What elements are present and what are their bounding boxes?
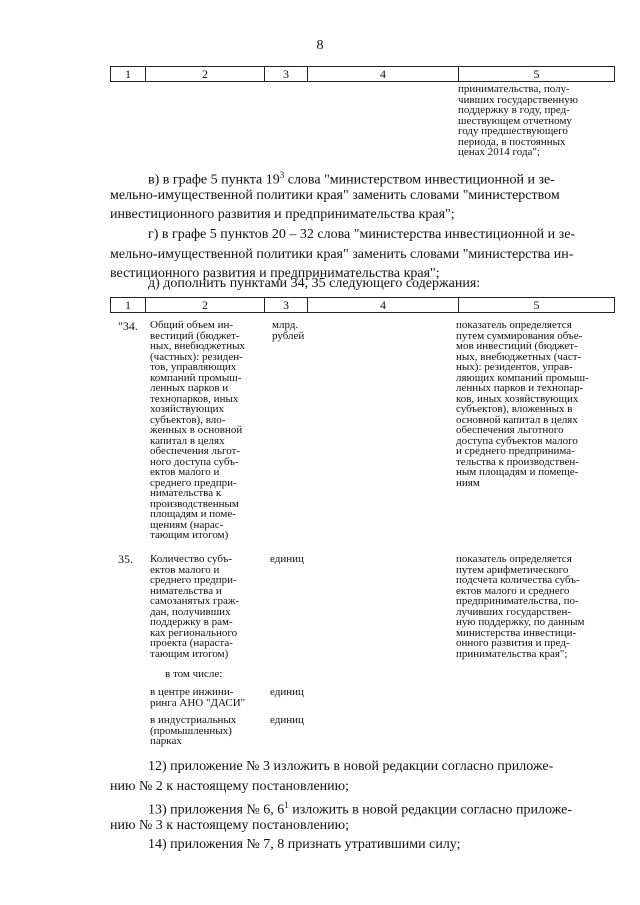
- table-header-top: [110, 66, 615, 82]
- col-header-4: 4: [308, 67, 459, 82]
- col-header-5: 5: [459, 67, 615, 82]
- para-13-line1: 13) приложения № 6, $6^1$ изложить в новой редакции согласно приложе-: [148, 800, 573, 818]
- col-header-3b: 3: [265, 298, 308, 313]
- row34-col3: млрд. рублей: [272, 319, 305, 342]
- para-d: д) дополнить пунктами 34, 35 следующего содержания:: [148, 276, 481, 291]
- row35-col2: Количество субъ- ектов малого и среднего предпри- нимательства и самозанятых граж- дан, получивших поддержку в рам- ках регионального проекта (нараста- тающим итогом): [150, 553, 240, 660]
- col-header-2b: 2: [146, 298, 265, 313]
- para-g-line3: вестиционного развития и предпринимательства края";: [110, 266, 440, 281]
- row34-num: "34.: [118, 319, 138, 333]
- page-number: 8: [316, 38, 324, 53]
- col-header-5b: 5: [459, 298, 615, 313]
- para-g-line2: мельно-имущественной политики края" заменить словами "министерства ин-: [110, 247, 574, 262]
- table-header-bottom: [110, 297, 615, 313]
- col-header-2: 2: [146, 67, 265, 82]
- row34-col5: показатель определяется путем суммирования объе- мов инвестиций (бюджет- ных, внебюджетных (част- ных): резидентов, управ- ляющих компаний промыш- ленных парков и технопар- ков, иных хозяйствующих субъектов), вложенных в основной капитал в целях обеспечения льготного доступа субъектов малого и среднего предпринима- тельства к производствен- ным площадям и помеще- ниям: [456, 319, 589, 489]
- para-12-line2: нию № 2 к настоящему постановлению;: [110, 779, 349, 794]
- row35-sub1-unit: единиц: [270, 686, 304, 698]
- para-12-line1: 12) приложение № 3 изложить в новой редакции согласно приложе-: [148, 759, 554, 774]
- row35-col3: единиц: [270, 553, 304, 565]
- row35-col5: показатель определяется путем арифметического подсчета количества субъ- ектов малого и среднего предпринимательства, по- лучивших государствен- ную поддержку, по данным министерства инвестици- онного развития и пред- принимательства края";: [456, 553, 585, 660]
- para-v-line3: инвестиционного развития и предпринимательства края";: [110, 207, 455, 222]
- para-g-line1: г) в графе 5 пунктов 20 – 32 слова "министерства инвестиционной и зе-: [148, 227, 576, 242]
- row35-including: в том числе:: [165, 668, 223, 680]
- top-col5-text: принимательства, полу- чивших государственную поддержку в году, пред- шествующем отчетному году предшествующего периода, в постоянных ценах 2014 года";: [458, 83, 578, 158]
- row34-col2: Общий объем ин- вестиций (бюджет- ных, внебюджетных (частных): резиден- тов, управляющих компаний промыш- ленных парков и технопарков, иных хозяйствующих субъектов), вло- женных в основной капитал в целях обеспечения льгот- ного доступа субъ- ектов малого и среднего предпри- нимательства к производственным площадям и поме- щениям (нарас- тающим итогом): [150, 319, 246, 541]
- para-v-line1: в) в графе 5 пункта $19^3$ слова "министерством инвестиционной и зе-: [148, 170, 555, 188]
- col-header-3: 3: [265, 67, 308, 82]
- row35-num: 35.: [118, 552, 133, 566]
- para-14: 14) приложения № 7, 8 признать утратившими силу;: [148, 837, 461, 852]
- col-header-1: 1: [111, 67, 146, 82]
- col-header-4b: 4: [308, 298, 459, 313]
- row35-sub1: в центре инжини- ринга АНО "ДАСИ": [150, 686, 246, 709]
- para-v-line2: мельно-имущественной политики края" заменить словами "министерством: [110, 188, 560, 203]
- col-header-1b: 1: [111, 298, 146, 313]
- row35-sub2-unit: единиц: [270, 714, 304, 726]
- para-13-line2: нию № 3 к настоящему постановлению;: [110, 818, 349, 833]
- row35-sub2: в индустриальных (промышленных) парках: [150, 714, 237, 747]
